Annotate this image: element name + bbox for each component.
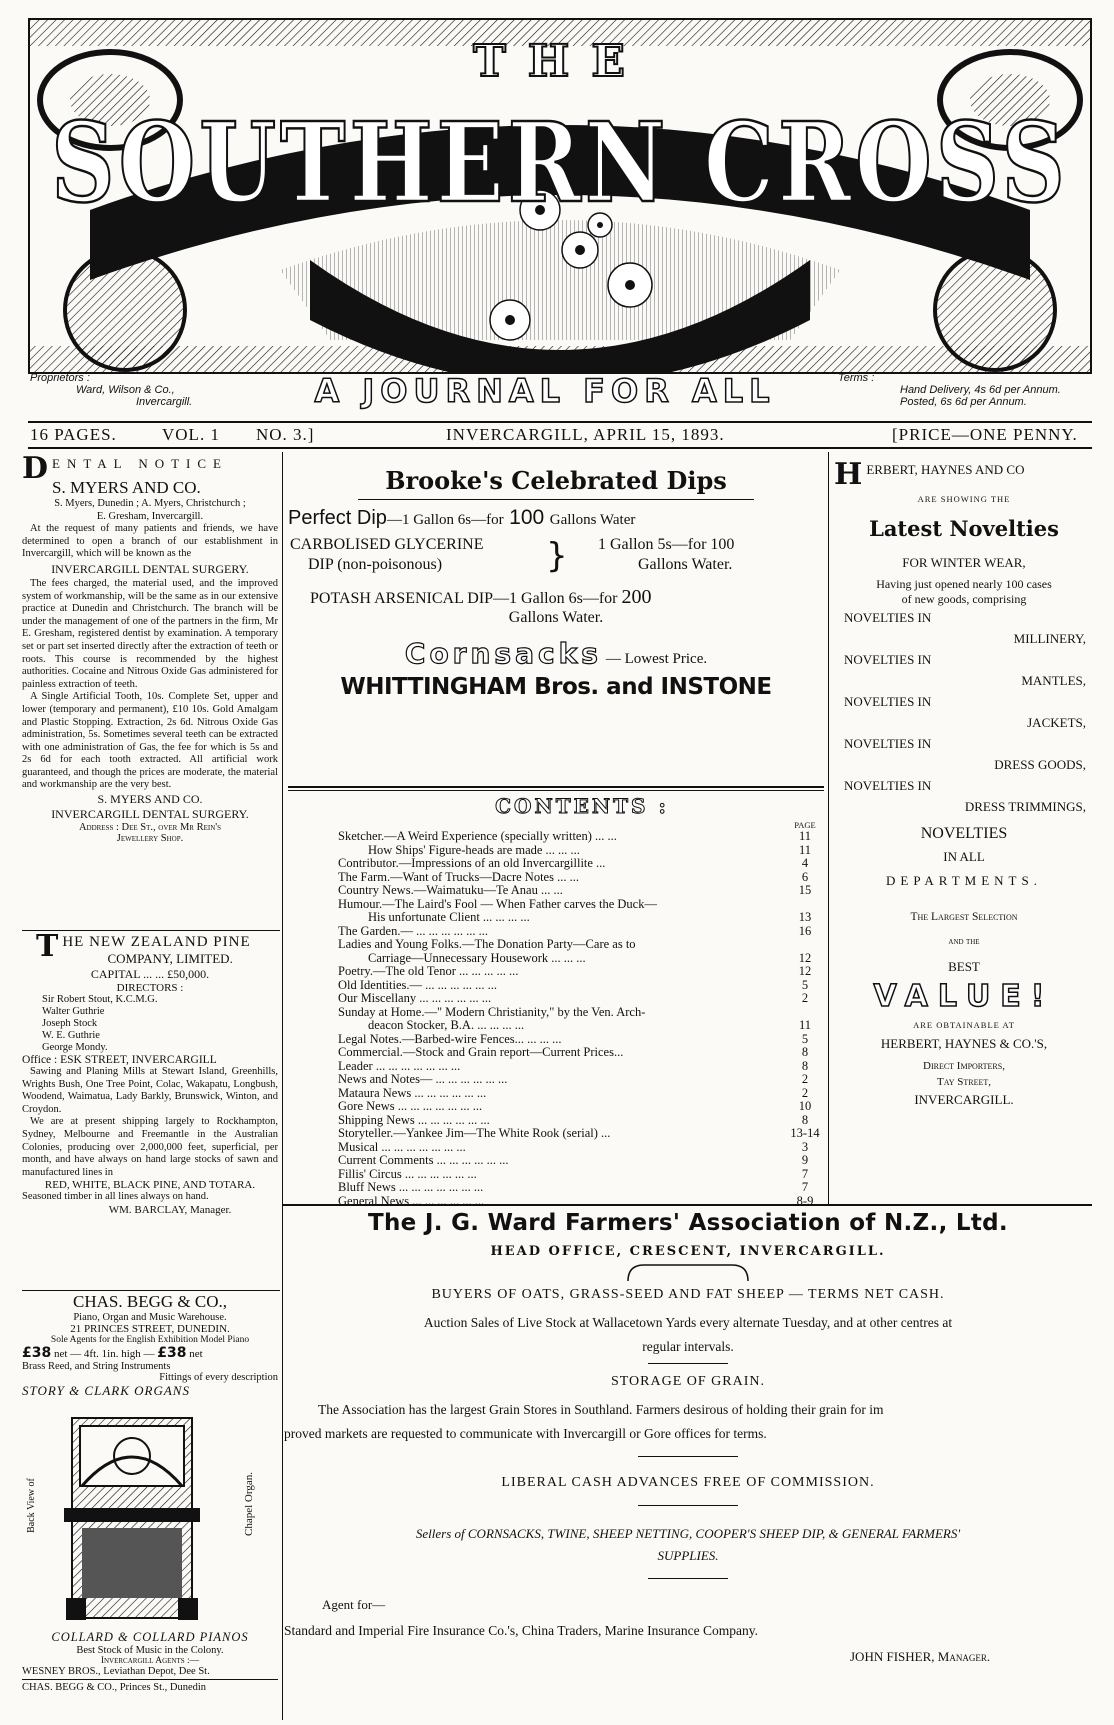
contents-row — [338, 1127, 826, 1141]
ward-sellers: Sellers of CORNSACKS, TWINE, SHEEP NETTING, COOPER'S SHEEP DIP, & GENERAL FARMERS' — [415, 1526, 961, 1541]
contents-entry: Gore News ... ... ... ... ... ... ... — [338, 1100, 483, 1113]
contents-page: 8-9 — [796, 1194, 814, 1208]
contents-row — [338, 965, 826, 979]
carbolised-line-1: CARBOLISED GLYCERINE — [290, 536, 484, 553]
herbert-heading: ERBERT, HAYNES AND CO — [866, 462, 1025, 477]
herbert-obtainable: ARE OBTAINABLE AT — [913, 1020, 1015, 1030]
herbert-firm: HERBERT, HAYNES & CO.'S, — [880, 1036, 1048, 1051]
pine-director: Sir Robert Stout, K.C.M.G. — [42, 994, 158, 1005]
begg-agents: Invercargill Agents :— — [100, 1656, 200, 1666]
contents-table — [338, 794, 826, 1208]
pine-para-2: We are at present shipping largely to Rockhampton, Sydney, Melbourne and Freemantle in the Australian Colonies, producing over 2,000,000 feet, superficial, per month, and have always on hand large stocks of sawn and manufactured lines in — [22, 1116, 278, 1178]
contents-page-label: PAGE — [794, 820, 816, 830]
novelty-item: MANTLES, — [1021, 673, 1086, 688]
novelty-label: NOVELTIES IN — [844, 610, 932, 625]
contents-row — [338, 1141, 826, 1155]
contents-entry: Storyteller.—Yankee Jim—The White Rook (serial) ... — [338, 1127, 611, 1140]
perfect-dip-number: 100 — [509, 506, 545, 529]
begg-price-b: £38 — [157, 1345, 187, 1361]
dental-address: Address : Dee St., over Mr Rein's — [78, 822, 222, 834]
contents-entry: News and Notes— ... ... ... ... ... ... — [338, 1073, 508, 1086]
contents-page: 11 — [798, 843, 812, 857]
begg-line-3: Sole Agents for the English Exhibition Model Piano — [50, 1335, 250, 1345]
proprietors-label: Proprietors : — [30, 372, 90, 384]
herbert-haynes-ad — [834, 462, 1094, 1108]
contents-row — [338, 830, 826, 844]
herbert-departments: DEPARTMENTS. — [886, 873, 1042, 888]
ward-farmers-ad — [284, 1210, 1092, 1665]
contents-page: 11 — [798, 1019, 812, 1032]
herbert-town: INVERCARGILL. — [914, 1092, 1014, 1107]
contents-page: 4 — [801, 857, 809, 870]
proprietors-line1: Ward, Wilson & Co., — [76, 384, 175, 396]
contents-entry: Current Comments ... ... ... ... ... ... — [338, 1154, 509, 1167]
perfect-dip-terms: —1 Gallon 6s—for — [386, 512, 504, 528]
ward-assoc-2: proved markets are requested to communicate with Invercargill or Gore offices for terms. — [284, 1426, 767, 1441]
novelty-label: NOVELTIES IN — [844, 778, 932, 793]
contents-page: 3 — [801, 1140, 809, 1154]
contents-row — [338, 884, 826, 898]
pine-director: Joseph Stock — [42, 1018, 98, 1029]
contents-entry: Old Identities.— ... ... ... ... ... ... — [338, 978, 498, 992]
contents-entry: Bluff News ... ... ... ... ... ... ... — [338, 1181, 484, 1194]
perfect-dip-water: Gallons Water — [549, 512, 636, 528]
contents-entry: Carriage—Unnecessary Housework ... ... ... — [368, 951, 586, 965]
pine-para-1: Sawing and Planing Mills at Stewart Island, Greenhills, Wrights Bush, One Tree Point, Colac, Wakapatu, Longbush, Woodend, Waimatua, Lady Barkly, Brunswick, Winton, and Croydon. — [22, 1066, 278, 1115]
contents-row — [338, 992, 826, 1006]
contents-row — [338, 1168, 826, 1182]
ward-sellers-2: SUPPLIES. — [657, 1548, 719, 1563]
begg-ad — [22, 1292, 278, 1399]
dental-surgery-name: INVERCARGILL DENTAL SURGERY. — [51, 561, 249, 576]
price: [PRICE—ONE PENNY. — [892, 425, 1078, 444]
pine-directors-label: DIRECTORS : — [116, 982, 184, 994]
contents-row — [338, 911, 826, 925]
contents-page: 2 — [801, 1086, 809, 1100]
contents-page: 8 — [801, 1059, 809, 1073]
dental-dropcap: D — [22, 456, 49, 486]
pine-divider — [22, 1290, 280, 1291]
contents-entry: How Ships' Figure-heads are made ... ... ... — [368, 843, 580, 857]
cornsacks-label: Cornsacks — [404, 637, 602, 670]
dental-para-1: At the request of many patients and friends, we have determined to open a branch of our establishment in Invercargill, which will be known as the — [22, 523, 278, 560]
pine-dropcap: T — [36, 934, 59, 964]
contents-row — [338, 1195, 826, 1209]
pine-director: George Mondy. — [42, 1042, 108, 1053]
herbert-winter: FOR WINTER WEAR, — [902, 555, 1026, 570]
contents-row — [338, 857, 826, 871]
ward-manager: JOHN FISHER, Manager. — [850, 1649, 991, 1664]
organ-illustration — [22, 1408, 278, 1630]
ward-rule-4 — [648, 1578, 728, 1579]
novelty-item: DRESS GOODS, — [994, 757, 1086, 772]
contents-page: 8 — [801, 1046, 809, 1059]
carbolised-terms-2: Gallons Water. — [638, 556, 733, 573]
column-rule-left — [282, 452, 283, 1720]
contents-row — [338, 1114, 826, 1128]
herbert-tay: Tay Street, — [936, 1076, 992, 1088]
contents-row — [338, 1181, 826, 1195]
contents-entry: Contributor.—Impressions of an old Invercargillite ... — [338, 857, 606, 870]
contents-page: 11 — [798, 830, 812, 843]
dental-para-3: A Single Artificial Tooth, 10s. Complete Set, upper and lower (temporary and permanent), £10 10s. Gold Amalgam and Plastic Stopping. Extraction, 2s 6d. Nitrous Oxide Gas administration, 5s. Sometimes several teeth can be extracted with one administration of Gas, the fee for which is 5s and 2s 6d for each tooth extracted. All artificial work guaranteed, and though the prices are moderate, the material and workmanship are the very best. — [22, 691, 278, 791]
terms-line1: Hand Delivery, 4s 6d per Annum. — [900, 384, 1061, 396]
pine-director: W. E. Guthrie — [42, 1030, 100, 1041]
contents-page: 6 — [801, 870, 809, 884]
masthead-title: SOUTHERN CROSS — [51, 97, 1069, 227]
pine-signature: WM. BARCLAY, Manager. — [108, 1203, 232, 1216]
ward-bracket — [284, 1261, 1092, 1283]
dental-firm: S. MYERS AND CO. — [52, 478, 201, 497]
ward-storage: STORAGE OF GRAIN. — [610, 1374, 766, 1389]
contents-row — [338, 938, 826, 952]
journal-subtitle: A JOURNAL FOR ALL — [314, 372, 776, 410]
begg-pianos: COLLARD & COLLARD PIANOS — [51, 1630, 249, 1644]
contents-page: 12 — [798, 965, 812, 978]
contents-entry: Mataura News ... ... ... ... ... ... — [338, 1086, 487, 1100]
dental-heading: ENTAL NOTICE — [52, 456, 228, 471]
contents-entry: deacon Stocker, B.A. ... ... ... ... — [368, 1019, 525, 1032]
novelty-label: NOVELTIES IN — [844, 736, 932, 751]
dental-address-2: Jewellery Shop. — [116, 833, 184, 845]
contents-row — [338, 844, 826, 858]
herbert-best: BEST — [948, 959, 980, 974]
ward-insurance: Standard and Imperial Fire Insurance Co.'s, China Traders, Marine Insurance Company. — [284, 1623, 758, 1638]
contents-entry: Leader ... ... ... ... ... ... ... — [338, 1059, 461, 1073]
pine-heading-2: COMPANY, LIMITED. — [107, 951, 233, 966]
herbert-and-the: and the — [948, 937, 980, 947]
ward-liberal: LIBERAL CASH ADVANCES FREE OF COMMISSION. — [501, 1475, 875, 1490]
contents-entry: Commercial.—Stock and Grain report—Current Prices... — [338, 1046, 624, 1059]
contents-entry: Musical ... ... ... ... ... ... ... — [338, 1140, 466, 1154]
dental-para-2: The fees charged, the material used, and the improved system of workmanship, will be the same as in our extensive practice at Dunedin and Christchurch. The branch will be under the management of one of the partners in the firm, Mr E. Gresham, registered dentist by examination. A temporary set or part set inserted directly after the extraction of teeth or roots. This course is recommended by the highest authorities. Cocaine and Nitrous Oxide Gas administered for painless extraction of teeth. — [22, 577, 278, 690]
column-rule-right — [828, 452, 829, 1204]
contents-entry: Fillis' Circus ... ... ... ... ... ... — [338, 1167, 477, 1181]
ward-buyers: BUYERS OF OATS, GRASS-SEED AND FAT SHEEP — TERMS NET CASH. — [431, 1287, 945, 1302]
herbert-novelties: NOVELTIES — [920, 825, 1008, 842]
begg-name: CHAS. BEGG & CO., — [73, 1292, 227, 1311]
dateline-bar — [28, 421, 1092, 449]
begg-wesney: WESNEY BROS., Leviathan Depot, Dee St. — [22, 1666, 210, 1677]
contents-row — [338, 898, 826, 912]
herbert-largest: The Largest Selection — [910, 911, 1018, 923]
contents-entry: Country News.—Waimatuku—Te Anau ... ... — [338, 884, 563, 897]
pages-count: 16 PAGES. — [30, 425, 117, 444]
contents-page: 5 — [801, 1032, 809, 1046]
contents-entry: Legal Notes.—Barbed-wire Fences... ... ... ... — [338, 1032, 562, 1046]
contents-entry: Our Miscellany ... ... ... ... ... ... — [338, 992, 492, 1005]
dental-divider — [22, 930, 280, 931]
contents-page: 7 — [801, 1181, 809, 1194]
contents-row — [338, 979, 826, 993]
herbert-showing: ARE SHOWING THE — [917, 494, 1011, 504]
begg-line-6: Best Stock of Music in the Colony. — [76, 1645, 224, 1656]
pine-director: Walter Guthrie — [42, 1006, 105, 1017]
contents-page: 13 — [798, 911, 812, 924]
ward-auction-2: regular intervals. — [642, 1339, 734, 1354]
contents-page: 7 — [801, 1167, 809, 1181]
contents-row — [338, 1073, 826, 1087]
contents-entry: Sunday at Home.—" Modern Christianity," by the Ven. Arch- — [338, 1005, 646, 1019]
contents-row — [338, 1060, 826, 1074]
carbolised-terms-1: 1 Gallon 5s—for 100 — [598, 536, 735, 553]
cornsacks-price: — Lowest Price. — [605, 651, 708, 667]
brooke-divider-2 — [288, 790, 824, 791]
pine-heading: HE NEW ZEALAND PINE — [62, 934, 251, 950]
contents-page: 2 — [801, 992, 809, 1005]
ward-rule-1 — [648, 1363, 728, 1364]
pine-company-ad — [22, 934, 278, 1216]
ward-auction: Auction Sales of Live Stock at Wallacetown Yards every alternate Tuesday, and at other centres at — [423, 1315, 953, 1330]
masthead-banner — [28, 18, 1092, 374]
herbert-having: Having just opened nearly 100 cases — [876, 577, 1052, 591]
carbolised-brace: } — [546, 536, 568, 576]
pine-capital: CAPITAL ... ... £50,000. — [90, 967, 210, 981]
ward-rule-3 — [638, 1505, 738, 1506]
contents-entry: Shipping News ... ... ... ... ... ... — [338, 1113, 490, 1127]
contents-page: 12 — [798, 951, 812, 965]
herbert-latest: Latest Novelties — [869, 516, 1059, 541]
contents-page: 10 — [798, 1100, 812, 1113]
contents-entry: The Farm.—Want of Trucks—Dacre Notes ... ... — [338, 870, 579, 884]
novelty-label: NOVELTIES IN — [844, 694, 932, 709]
brooke-dips-ad — [288, 466, 824, 700]
novelty-item: JACKETS, — [1027, 715, 1086, 730]
contents-entry: Poetry.—The old Tenor ... ... ... ... ... — [338, 965, 519, 978]
contents-entry: Sketcher.—A Weird Experience (specially written) ... ... — [338, 830, 617, 843]
pine-directors-list — [22, 994, 278, 1054]
perfect-dip-label: Perfect Dip — [288, 507, 387, 529]
herbert-direct: Direct Importers, — [923, 1060, 1005, 1072]
contents-rows — [338, 830, 826, 1208]
terms-label: Terms : — [838, 372, 875, 384]
brooke-heading: Brooke's Celebrated Dips — [385, 466, 727, 495]
contents-row — [338, 1033, 826, 1047]
ward-heading: The J. G. Ward Farmers' Association of N.Z., Ltd. — [368, 1210, 1008, 1236]
contents-page: 13-14 — [790, 1127, 820, 1140]
place-date: INVERCARGILL, APRIL 15, 1893. — [446, 425, 725, 444]
masthead-the: THE — [473, 36, 647, 87]
contents-row — [338, 1087, 826, 1101]
ward-rule-2 — [638, 1456, 738, 1457]
ward-assoc: The Association has the largest Grain Stores in Southland. Farmers desirous of holding their grain for im — [318, 1402, 884, 1417]
novelty-label: NOVELTIES IN — [844, 652, 932, 667]
organ-drawing — [22, 1408, 278, 1630]
contents-entry: Humour.—The Laird's Fool — When Father carves the Duck— — [338, 897, 657, 911]
whittingham-firm: WHITTINGHAM Bros. and INSTONE — [340, 674, 772, 700]
contents-page: 2 — [801, 1073, 809, 1086]
contents-page: 16 — [798, 924, 812, 938]
herbert-in-all: IN ALL — [943, 849, 985, 864]
novelty-item: DRESS TRIMMINGS, — [964, 799, 1086, 814]
dental-notice — [22, 456, 278, 844]
pine-para-3: Seasoned timber in all lines always on hand. — [22, 1191, 209, 1203]
contents-entry: His unfortunate Client ... ... ... ... — [368, 911, 530, 924]
contents-heading: CONTENTS : — [495, 794, 669, 818]
herbert-goods: of new goods, comprising — [901, 592, 1027, 606]
contents-row — [338, 952, 826, 966]
begg-organs: STORY & CLARK ORGANS — [22, 1383, 190, 1398]
begg-last: CHAS. BEGG & CO., Princes St., Dunedin — [22, 1679, 278, 1693]
contents-row — [338, 1100, 826, 1114]
contents-entry: Ladies and Young Folks.—The Donation Party—Care as to — [338, 938, 636, 951]
volume: VOL. 1 — [162, 425, 220, 444]
herbert-value: VALUE! — [873, 979, 1055, 1014]
contents-page: 9 — [801, 1154, 809, 1167]
begg-line-1: Piano, Organ and Music Warehouse. — [73, 1312, 227, 1323]
issue-number: NO. 3.] — [256, 425, 315, 444]
novelty-item: MILLINERY, — [1013, 631, 1086, 646]
proprietors-line2: Invercargill. — [136, 396, 193, 408]
dental-partners-2: E. Gresham, Invercargill. — [96, 510, 204, 522]
dental-sig-1: S. MYERS AND CO. — [97, 792, 203, 807]
contents-row — [338, 1006, 826, 1020]
carbolised-line-2: DIP (non-poisonous) — [308, 556, 443, 573]
contents-row — [338, 1154, 826, 1168]
terms-line2: Posted, 6s 6d per Annum. — [900, 396, 1027, 408]
potash-number: 200 — [621, 586, 652, 608]
begg-price-net: net — [189, 1348, 203, 1360]
pine-office: Office : ESK STREET, INVERCARGILL — [22, 1054, 217, 1066]
begg-line-2: 21 PRINCES STREET, DUNEDIN. — [70, 1323, 230, 1335]
brooke-underline — [358, 499, 754, 500]
pine-colors: RED, WHITE, BLACK PINE, AND TOTARA. — [44, 1179, 256, 1192]
brooke-divider — [288, 786, 824, 788]
contents-page: 15 — [798, 884, 812, 897]
begg-line-4: Brass Reed, and String Instruments — [22, 1361, 171, 1372]
herbert-novelties-list — [834, 607, 1094, 817]
ward-head-office: HEAD OFFICE, CRESCENT, INVERCARGILL. — [490, 1244, 886, 1259]
contents-row — [338, 871, 826, 885]
contents-row — [338, 925, 826, 939]
potash-water: Gallons Water. — [508, 609, 604, 626]
herbert-dropcap: H — [834, 462, 863, 488]
begg-price-mid: net — 4ft. 1in. high — — [53, 1348, 155, 1360]
chapel-organ-label: Chapel Organ. — [242, 1472, 255, 1536]
dental-sig-2: INVERCARGILL DENTAL SURGERY. — [51, 807, 249, 822]
contents-row — [338, 1019, 826, 1033]
contents-row — [338, 1046, 826, 1060]
potash-label: POTASH ARSENICAL DIP—1 Gallon 6s—for — [310, 590, 618, 607]
ward-agent: Agent for— — [322, 1597, 386, 1612]
dental-partners: S. Myers, Dunedin ; A. Myers, Christchurch ; — [54, 498, 246, 509]
begg-line-5: Fittings of every description — [159, 1372, 278, 1383]
begg-price-a: £38 — [22, 1345, 52, 1361]
back-view-label: Back View of — [25, 1478, 37, 1533]
contents-page: 5 — [801, 978, 809, 992]
begg-ad-footer — [22, 1630, 278, 1693]
contents-entry: The Garden.— ... ... ... ... ... ... — [338, 924, 488, 938]
contents-page: 8 — [801, 1113, 809, 1127]
contents-entry: General News ... ... ... ... ... ... — [338, 1194, 485, 1208]
